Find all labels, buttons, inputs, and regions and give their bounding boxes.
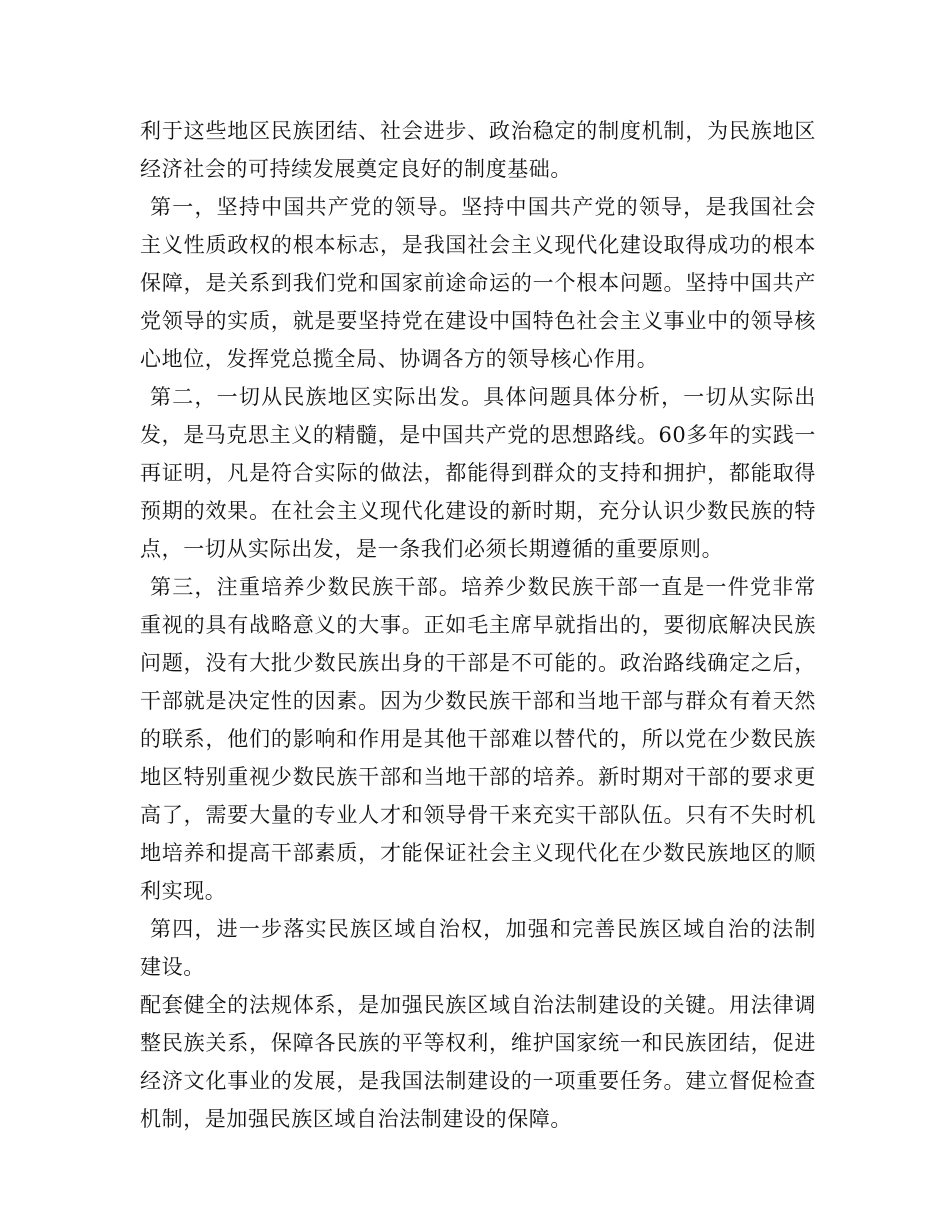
paragraph-intro-continuation: 利于这些地区民族团结、社会进步、政治稳定的制度机制，为民族地区经济社会的可持续发展奠定良好的制度基础。 bbox=[140, 119, 816, 181]
paragraph-point-four: 第四，进一步落实民族区域自治权，加强和完善民族区域自治的法制建设。 bbox=[140, 917, 816, 979]
paragraph-point-one: 第一，坚持中国共产党的领导。坚持中国共产党的领导，是我国社会主义性质政权的根本标志，是我国社会主义现代化建设取得成功的根本保障，是关系到我们党和国家前途命运的一个根本问题。坚持中国共产党领导的实质，就是要坚持党在建设中国特色社会主义事业中的领导核心地位，发挥党总揽全局、协调各方的领导核心作用。 bbox=[140, 195, 816, 371]
paragraph-point-three: 第三，注重培养少数民族干部。培养少数民族干部一直是一件党非常重视的具有战略意义的大事。正如毛主席早就指出的，要彻底解决民族问题，没有大批少数民族出身的干部是不可能的。政治路线确定之后，干部就是决定性的因素。因为少数民族干部和当地干部与群众有着天然的联系，他们的影响和作用是其他干部难以替代的，所以党在少数民族地区特别重视少数民族干部和当地干部的培养。新时期对干部的要求更高了，需要大量的专业人才和领导骨干来充实干部队伍。只有不失时机地培养和提高干部素质，才能保证社会主义现代化在少数民族地区的顺利实现。 bbox=[140, 575, 816, 903]
document-body bbox=[140, 112, 816, 1138]
paragraph-point-two: 第二，一切从民族地区实际出发。具体问题具体分析，一切从实际出发，是马克思主义的精髓，是中国共产党的思想路线。60多年的实践一再证明，凡是符合实际的做法，都能得到群众的支持和拥护，都能取得预期的效果。在社会主义现代化建设的新时期，充分认识少数民族的特点，一切从实际出发，是一条我们必须长期遵循的重要原则。 bbox=[140, 385, 816, 561]
paragraph-legal-system: 配套健全的法规体系，是加强民族区域自治法制建设的关键。用法律调整民族关系，保障各民族的平等权利，维护国家统一和民族团结，促进经济文化事业的发展，是我国法制建设的一项重要任务。建立督促检查机制，是加强民族区域自治法制建设的保障。 bbox=[140, 993, 816, 1131]
